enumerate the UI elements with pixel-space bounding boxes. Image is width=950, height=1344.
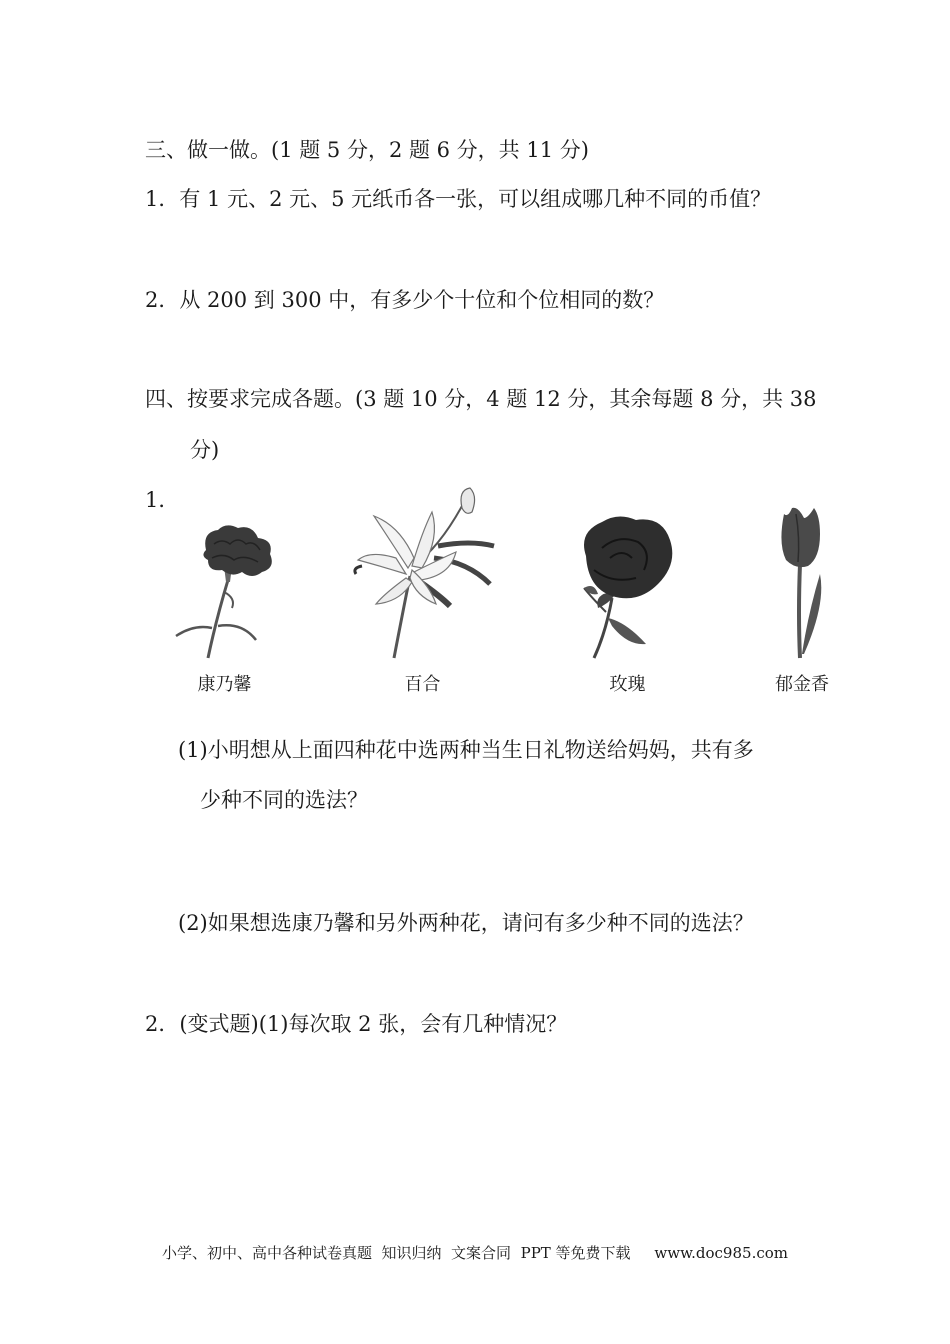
tulip-image [770,504,834,660]
rose-image [572,512,682,662]
lily-image [350,486,500,660]
section4-question-2: 2．(变式题)(1)每次取 2 张，会有几种情况？ [145,1012,568,1036]
section4-question-1-part-1: (1)小明想从上面四种花中选两种当生日礼物送给妈妈，共有多 [178,738,754,762]
carnation-image [172,520,282,660]
section4-question-1-part-2: (2)如果想选康乃馨和另外两种花，请问有多少种不同的选法？ [178,911,754,935]
section4-heading-continued: 分) [190,438,220,462]
flower-caption-rose: 玫瑰 [609,674,646,695]
section4-heading: 四、按要求完成各题。(3 题 10 分，4 题 12 分，其余每题 8 分，共 38 [145,387,817,411]
section3-heading: 三、做一做。(1 题 5 分，2 题 6 分，共 11 分) [145,138,589,162]
section3-question-1: 1．有 1 元、2 元、5 元纸币各一张，可以组成哪几种不同的币值？ [145,187,772,211]
flower-caption-carnation: 康乃馨 [197,674,252,695]
flower-caption-lily: 百合 [404,674,441,695]
section4-question-1-number: 1． [145,488,180,512]
flower-caption-tulip: 郁金香 [775,674,829,695]
section4-question-1-part-1-continued: 少种不同的选法？ [200,788,368,812]
page-footer: 小学、初中、高中各种试卷真题 知识归纳 文案合同 PPT 等免费下载 www.doc985.com [161,1244,788,1262]
section3-question-2: 2．从 200 到 300 中，有多少个十位和个位相同的数？ [145,288,665,312]
